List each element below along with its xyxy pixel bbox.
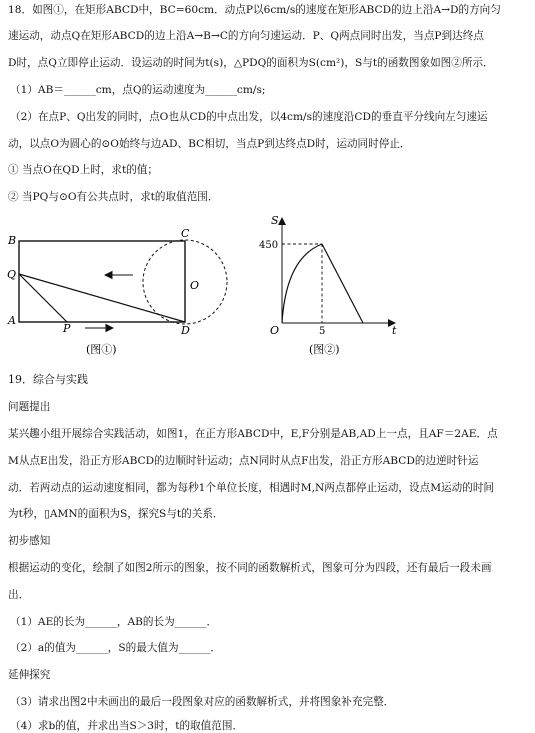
line-segment	[322, 244, 363, 323]
q18-line-1: 18．如图①，在矩形ABCD中，BC=60cm．动点P以6cm/s的速度在矩形ABCD的边上沿A→D的方向匀	[8, 4, 501, 16]
q19-paragraph-3: 动．若两动点的运动速度相同，都为每秒1个单位长度，相遇时M,N两点都停止运动，设点M运动的时间	[8, 482, 495, 494]
q19-paragraph-1: 某兴趣小组开展综合实践活动，如图1，在正方形ABCD中，E,F分别是AB,AD上一点，且AF＝2AE．点	[8, 428, 498, 440]
q19-question-2: （2）a的值为______，S的最大值为______．	[10, 642, 221, 654]
figure-1-caption: (图①)	[86, 343, 117, 356]
q19-question-1: （1）AE的长为______，AB的长为______．	[10, 616, 218, 628]
label-t: t	[392, 324, 397, 337]
label-s: S	[271, 214, 279, 227]
q19-section-problem: 问题提出	[8, 401, 51, 413]
figure-1-diagram	[0, 222, 240, 360]
label-a: A	[8, 314, 16, 327]
q19-title: 19．综合与实践	[8, 373, 88, 386]
label-d: D	[181, 324, 190, 337]
q19-paragraph-4: 为t秒，▯AMN的面积为S，探究S与t的关系．	[8, 508, 224, 520]
q18-subq-2: ② 当PQ与⊙O有公共点时，求t的取值范围．	[8, 191, 219, 203]
q18-line-6: 动，以点O为圆心的⊙O始终与边AD、BC相切，当点P到达终点D时，运动同时停止．	[8, 138, 411, 150]
q19-section-perception: 初步感知	[8, 535, 51, 547]
q19-paragraph-2: M从点E出发，沿正方形ABCD的边顺时针运动；点N同时从点F出发，沿正方形ABCD的边逆时针运	[8, 455, 479, 467]
label-b: B	[8, 234, 17, 247]
q18-line-3: D时，点Q立即停止运动．设运动的时间为t(s)，△PDQ的面积为S(cm²)，S与t的函数图象如图②所示．	[8, 57, 494, 69]
label-o: O	[190, 279, 200, 292]
label-q: Q	[7, 268, 17, 281]
q18-subq-1: ① 当点O在QD上时，求t的值；	[8, 164, 159, 176]
label-5: 5	[319, 326, 326, 337]
q19-question-4: （4）求b的值，并求出当S＞3时，t的取值范围．	[10, 720, 244, 732]
label-origin: O	[270, 324, 280, 337]
q19-section-extension: 延伸探究	[8, 669, 51, 681]
figure-2-graph	[255, 210, 415, 360]
q19-paragraph-5: 根据运动的变化，绘制了如图2所示的图象，按不同的函数解析式，图象可分为四段，还有最后一段未画	[8, 562, 492, 574]
segment-qd	[19, 274, 185, 322]
label-450: 450	[259, 240, 279, 251]
figure-2-caption: (图②)	[309, 343, 340, 356]
label-p: P	[63, 322, 71, 335]
q19-question-3: （3）请求出图2中未画出的最后一段图象对应的函数解析式，并将图象补充完整．	[10, 696, 395, 708]
q19-paragraph-6: 出．	[8, 589, 30, 601]
q18-part-2: （2）在点P、Q出发的同时，点O也从CD的中点出发，以4cm/s的速度沿CD的垂直平分线向左匀速运	[10, 111, 488, 123]
label-c: C	[181, 227, 190, 240]
q18-part-1: （1）AB＝______cm，点Q的运动速度为______cm/s;	[10, 84, 266, 96]
curve-segment	[282, 244, 322, 323]
q18-line-2: 速运动，动点Q在矩形ABCD的边上沿A→B→C的方向匀速运动．P、Q两点同时出发，当点P到达终点	[8, 30, 484, 42]
